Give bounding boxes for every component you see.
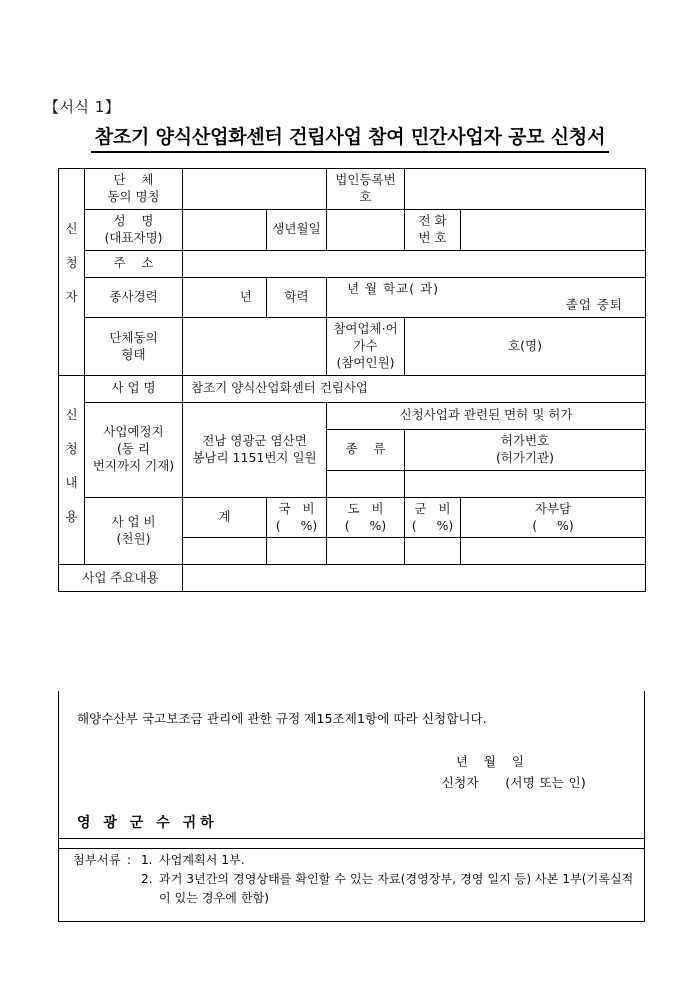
label-member-count: 참여업체·어가수 (참여인원) xyxy=(327,318,405,376)
table-row-org-type xyxy=(59,318,646,376)
field-cost-total[interactable] xyxy=(183,538,267,565)
signature-note[interactable]: (서명 또는 인) xyxy=(505,775,586,791)
field-permit-type[interactable] xyxy=(327,470,405,497)
field-project-name[interactable]: 참조기 양식산업화센터 건립사업 xyxy=(183,375,646,402)
table-row-career xyxy=(59,277,646,318)
side-label-business-part4: 내 xyxy=(59,470,85,497)
field-summary[interactable] xyxy=(183,565,646,592)
field-birthdate[interactable] xyxy=(327,209,405,250)
field-career-years[interactable]: 년 xyxy=(183,277,267,318)
label-org-type: 단체동의 형태 xyxy=(85,318,183,376)
attachment-number: 1. xyxy=(141,853,153,867)
attachments-colon: : xyxy=(126,853,132,867)
label-org-name: 단 체 동의 명칭 xyxy=(85,169,183,210)
education-line-2: 졸업 중퇴 xyxy=(565,297,623,313)
label-cost: 사 업 비 (천원) xyxy=(85,497,183,565)
field-name[interactable] xyxy=(183,209,267,250)
field-permit-no[interactable] xyxy=(405,470,646,497)
side-label-applicant-part3: 청 xyxy=(59,250,85,277)
label-permit-no: 허가번호 (허가기관) xyxy=(405,429,646,470)
addressee-line: 영 광 군 수 귀하 xyxy=(77,814,218,831)
field-phone[interactable] xyxy=(461,209,646,250)
table-row-summary xyxy=(59,565,646,592)
label-phone: 전 화 번 호 xyxy=(405,209,461,250)
side-label-applicant-part2: 신 xyxy=(59,209,85,250)
field-cost-county[interactable] xyxy=(405,538,461,565)
side-label-business-part1 xyxy=(59,375,85,402)
page-title-text: 참조기 양식산업화센터 건립사업 참여 민간사업자 공모 신청서 xyxy=(91,122,610,153)
attachments-row xyxy=(73,851,634,909)
declaration-box xyxy=(58,691,645,849)
label-site: 사업예정지 (동 리 번지까지 기재) xyxy=(85,402,183,497)
cost-col-header-national: 국 비 ( %) xyxy=(267,497,327,538)
table-row-project-name xyxy=(59,375,646,402)
label-birthdate: 생년월일 xyxy=(267,209,327,250)
signature-applicant-label: 신청자 xyxy=(441,775,479,791)
cost-col-header-total: 계 xyxy=(183,497,267,538)
side-label-business-part5: 용 xyxy=(59,497,85,538)
signature-block xyxy=(59,751,644,794)
label-project-name: 사 업 명 xyxy=(85,375,183,402)
field-member-count[interactable]: 호(명) xyxy=(405,318,646,376)
field-cost-self[interactable] xyxy=(461,538,646,565)
cost-col-header-self: 자부담 ( %) xyxy=(461,497,646,538)
label-corp-reg-no: 법인등록번호 xyxy=(327,169,405,210)
table-row-cost-headers xyxy=(59,497,646,538)
label-permit-type: 종 류 xyxy=(327,429,405,470)
label-address: 주 소 xyxy=(85,250,183,277)
attachment-text: 과거 3년간의 경영상태를 확인할 수 있는 자료(경영장부, 경영 일지 등) 사본 1부(기록실적이 있는 경우에 한함) xyxy=(159,872,634,906)
label-permit-header: 신청사업과 관련된 면허 및 허가 xyxy=(327,402,646,429)
declaration-text: 해양수산부 국고보조금 관리에 관한 규정 제15조제1항에 따라 신청합니다. xyxy=(77,711,487,726)
application-form-table xyxy=(58,168,646,592)
table-row-site-permit-header xyxy=(59,402,646,429)
label-name: 성 명 (대표자명) xyxy=(85,209,183,250)
attachments-label: 첨부서류 xyxy=(73,853,121,867)
attachments-box xyxy=(58,838,645,922)
page-title xyxy=(0,122,700,153)
cost-col-header-province: 도 비 ( %) xyxy=(327,497,405,538)
signature-row xyxy=(59,772,586,793)
field-org-type[interactable] xyxy=(183,318,327,376)
table-row-address xyxy=(59,250,646,277)
side-label-business-part3: 청 xyxy=(59,429,85,470)
list-item xyxy=(141,870,634,908)
attachment-text: 사업계획서 1부. xyxy=(159,853,245,867)
form-tag: 【서식 1】 xyxy=(44,98,121,116)
side-label-business-part2: 신 xyxy=(59,402,85,429)
field-corp-reg-no[interactable] xyxy=(405,169,646,210)
attachments-list xyxy=(141,851,634,909)
side-label-applicant-part1 xyxy=(59,169,85,210)
label-summary: 사업 주요내용 xyxy=(59,565,183,592)
field-education[interactable] xyxy=(327,277,646,318)
table-row-org-name xyxy=(59,169,646,210)
field-site-address[interactable]: 전남 영광군 염산면 봉남리 1151번지 일원 xyxy=(183,402,327,497)
field-cost-province[interactable] xyxy=(327,538,405,565)
field-cost-national[interactable] xyxy=(267,538,327,565)
field-address[interactable] xyxy=(183,250,646,277)
side-label-business-part6 xyxy=(59,538,85,565)
signature-date-line[interactable]: 년 월 일 xyxy=(455,754,530,769)
table-row-name xyxy=(59,209,646,250)
cost-col-header-county: 군 비 ( %) xyxy=(405,497,461,538)
list-item xyxy=(141,851,634,870)
label-career: 종사경력 xyxy=(85,277,183,318)
field-org-name[interactable] xyxy=(183,169,327,210)
education-line-1: 년 월 학교( 과) xyxy=(347,280,440,296)
label-education: 학력 xyxy=(267,277,327,318)
side-label-applicant-part5 xyxy=(59,318,85,376)
attachment-number: 2. xyxy=(141,872,153,887)
side-label-applicant-part4: 자 xyxy=(59,277,85,318)
